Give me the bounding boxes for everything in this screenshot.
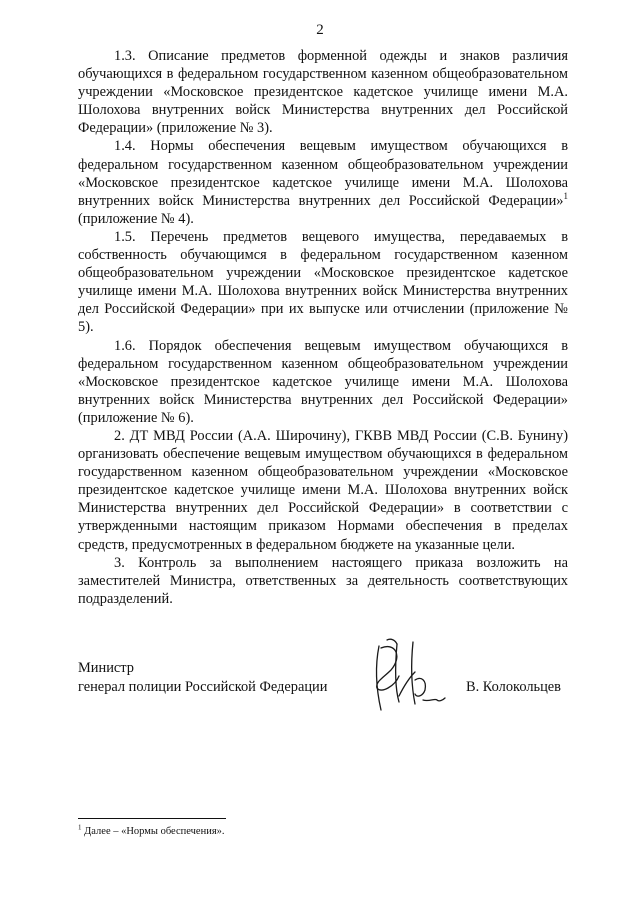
paragraph-1-4 <box>78 137 568 227</box>
handwritten-signature <box>365 636 460 716</box>
footnote-reference: 1 <box>563 190 568 201</box>
footnote <box>78 823 225 837</box>
paragraph-1-4-text: 1.4. Нормы обеспечения вещевым имуществом обучающихся в федеральном государственном казенном общеобразовательном учреждении «Московское президентское кадетское училище имени М.А. Шолохова внутренних войск Министерства внутренних дел Российской Федерации» <box>78 138 568 209</box>
paragraph-1-5: 1.5. Перечень предметов вещевого имущества, передаваемых в собственность обучающимся в федеральном государственном казенном общеобразовательном учреждении «Московское президентское кадетское училище имени М.А. Шолохова внутренних войск Министерства внутренних дел Российской Федерации» при их выпуске или отчислении (приложение № 5). <box>78 228 568 336</box>
paragraph-2: 2. ДТ МВД России (А.А. Широчину), ГКВВ МВД России (С.В. Бунину) организовать обеспечение вещевым имуществом обучающихся в федеральном государственном казенном общеобразовательном учреждении «Московское президентское кадетское училище имени М.А. Шолохова внутренних войск Министерства внутренних дел Российской Федерации» в соответствии с утвержденными настоящим приказом Нормами обеспечения в пределах средств, предусмотренных в федеральном бюджете на указанные цели. <box>78 427 568 553</box>
paragraph-1-3: 1.3. Описание предметов форменной одежды и знаков различия обучающихся в федеральном государственном казенном общеобразовательном учреждении «Московское президентское кадетское училище имени М.А. Шолохова внутренних войск Министерства внутренних дел Российской Федерации» (приложение № 3). <box>78 48 568 137</box>
footnote-mark: 1 <box>78 823 82 832</box>
paragraph-1-4-tail: (приложение № 4). <box>78 210 194 227</box>
signer-rank: генерал полиции Российской Федерации <box>78 679 328 695</box>
page-number: 2 <box>316 22 324 38</box>
footnote-divider <box>78 818 226 819</box>
document-body <box>78 47 568 608</box>
paragraph-3: 3. Контроль за выполнением настоящего приказа возложить на заместителей Министра, ответственных за деятельность соответствующих подразделений. <box>78 554 568 607</box>
paragraph-1-6: 1.6. Порядок обеспечения вещевым имуществом обучающихся в федеральном государственном казенном общеобразовательном учреждении «Московское президентское кадетское училище имени М.А. Шолохова внутренних войск Министерства внутренних дел Российской Федерации» (приложение № 6). <box>78 337 568 426</box>
signer-position: Министр <box>78 660 134 676</box>
signer-name: В. Колокольцев <box>466 679 561 695</box>
footnote-text: Далее – «Нормы обеспечения». <box>81 826 225 837</box>
